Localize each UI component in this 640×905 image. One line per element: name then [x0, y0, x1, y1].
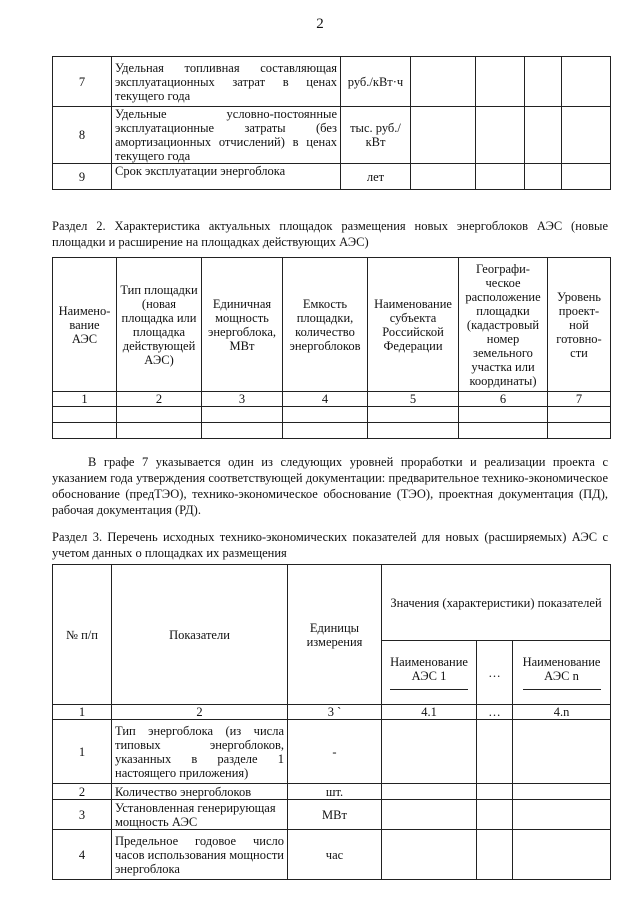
- table-row: [53, 800, 611, 830]
- column-number: 4: [283, 392, 368, 407]
- unit-cell: -: [288, 720, 382, 784]
- indicator-cell: Срок эксплуатации энергоблока: [112, 164, 341, 190]
- column-header: Единичная мощность энергоблока, МВт: [202, 258, 283, 392]
- value-cell: [411, 57, 476, 107]
- nppn-header-label: Наименование АЭС n: [522, 655, 601, 683]
- table-row: [53, 720, 611, 784]
- column-number: 6: [459, 392, 548, 407]
- unit-cell: шт.: [288, 784, 382, 800]
- indicator-cell: Установленная генерирующая мощность АЭС: [112, 800, 288, 830]
- table-row: [53, 164, 611, 190]
- column-header: Наимено-вание АЭС: [53, 258, 117, 392]
- page-number: 2: [316, 16, 324, 32]
- value-cell: [562, 164, 611, 190]
- row-number: 4: [53, 830, 112, 880]
- value-cell: [525, 164, 562, 190]
- ellipsis-header: …: [477, 641, 513, 705]
- value-cell: [562, 107, 611, 164]
- value-cell: [411, 107, 476, 164]
- column-header: Географи-ческое расположение площадки (кадастровый номер земельного участка или координаты): [459, 258, 548, 392]
- indicator-cell: Удельные условно-постоянные эксплуатационные затраты (без амортизационных отчислений) в ценах текущего года: [112, 107, 341, 164]
- npp1-header: [382, 641, 477, 705]
- section3-title: Раздел 3. Перечень исходных технико-экономических показателей для новых (расширяемых) АЭС с учетом данных о площадках их размещения: [52, 530, 608, 560]
- unit-cell: час: [288, 830, 382, 880]
- unit-cell: тыс. руб./кВт: [341, 107, 411, 164]
- value-cell: [476, 107, 525, 164]
- column-header: Уровень проект-ной готовно-сти: [548, 258, 611, 392]
- row-number: 2: [53, 784, 112, 800]
- value-cell: [411, 164, 476, 190]
- value-cell: [525, 57, 562, 107]
- table-header-row: [53, 565, 611, 641]
- row-number: 3: [53, 800, 112, 830]
- row-number: 7: [53, 57, 112, 107]
- column-number: 3: [202, 392, 283, 407]
- table-row: [53, 784, 611, 800]
- indicators-header: Показатели: [112, 565, 288, 705]
- table-row: [53, 423, 611, 439]
- column-header: Наименование субъекта Российской Федерации: [368, 258, 459, 392]
- column-number: 2: [112, 705, 288, 720]
- values-header: Значения (характеристики) показателей: [382, 565, 611, 641]
- column-header: Тип площадки (новая площадка или площадка действующей АЭС): [117, 258, 202, 392]
- column-number: …: [477, 705, 513, 720]
- table-header-row: [53, 258, 611, 392]
- column-number: 1: [53, 705, 112, 720]
- table-row: [53, 107, 611, 164]
- table-row: [53, 57, 611, 107]
- unit-cell: МВт: [288, 800, 382, 830]
- column-number-row: [53, 705, 611, 720]
- indicator-cell: Тип энергоблока (из числа типовых энергоблоков, указанных в разделе 1 настоящего приложения): [112, 720, 288, 784]
- column7-note: В графе 7 указывается один из следующих уровней проработки и реализации проекта с указанием года утверждения соответствующей документации: предварительное технико-экономическое обоснование (предТЭО), технико-экономическое обоснование (ТЭО), проектная документация (ПД), рабочая документация (РД).: [52, 455, 608, 517]
- column-number: 4.n: [513, 705, 611, 720]
- value-cell: [562, 57, 611, 107]
- number-header: № п/п: [53, 565, 112, 705]
- value-cell: [476, 57, 525, 107]
- value-cell: [476, 164, 525, 190]
- indicator-cell: Количество энергоблоков: [112, 784, 288, 800]
- column-number: 7: [548, 392, 611, 407]
- row-number: 9: [53, 164, 112, 190]
- row-number: 8: [53, 107, 112, 164]
- section2-title: Раздел 2. Характеристика актуальных площадок размещения новых энергоблоков АЭС (новые площадки и расширение на площадках действующих АЭС): [52, 219, 608, 249]
- table-row: [53, 830, 611, 880]
- table-row: [53, 407, 611, 423]
- column-number: 4.1: [382, 705, 477, 720]
- value-cell: [525, 107, 562, 164]
- column-number: 3 `: [288, 705, 382, 720]
- column-number-row: [53, 392, 611, 407]
- indicator-cell: Предельное годовое число часов использования мощности энергоблока: [112, 830, 288, 880]
- row-number: 1: [53, 720, 112, 784]
- nppn-header: [513, 641, 611, 705]
- unit-cell: руб./кВт·ч: [341, 57, 411, 107]
- column-number: 2: [117, 392, 202, 407]
- units-header: Единицы измерения: [288, 565, 382, 705]
- indicator-cell: Удельная топливная составляющая эксплуатационных затрат в ценах текущего года: [112, 57, 341, 107]
- sites-table: [52, 257, 611, 439]
- indicators-table: [52, 564, 611, 880]
- npp1-header-label: Наименование АЭС 1: [390, 655, 468, 683]
- column-header: Емкость площадки, количество энергоблоков: [283, 258, 368, 392]
- column-number: 5: [368, 392, 459, 407]
- units-table: [52, 56, 611, 190]
- unit-cell: лет: [341, 164, 411, 190]
- column-number: 1: [53, 392, 117, 407]
